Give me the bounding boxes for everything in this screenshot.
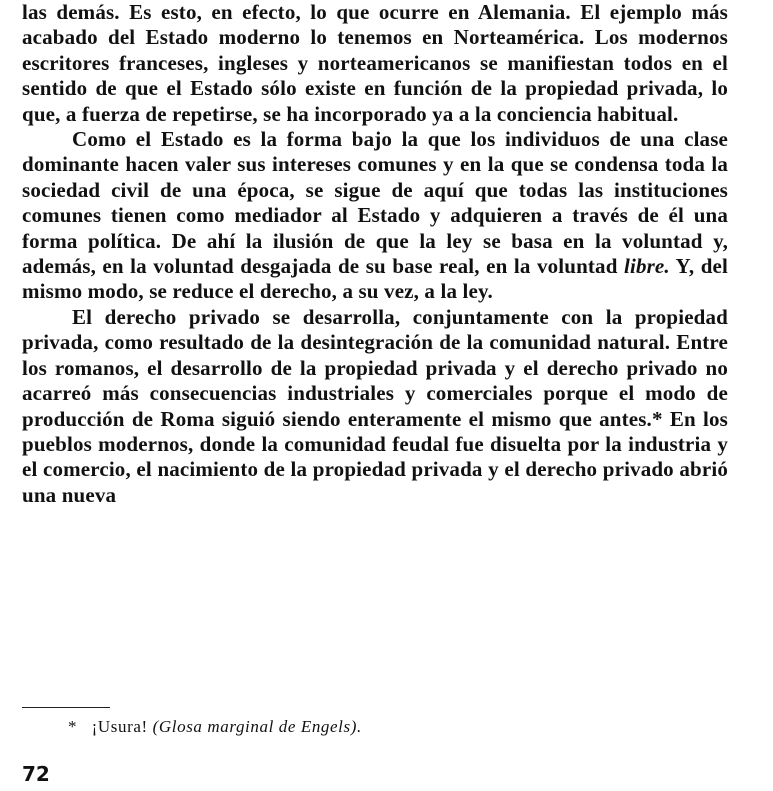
paragraph-2 <box>22 127 728 305</box>
body-text <box>22 0 728 508</box>
paragraph-2-emphasis: libre. <box>623 254 670 279</box>
paragraph-2-text-a: Como el Estado es la forma bajo la que los individuos de una clase dominante hacen valer sus intereses comunes y en la que se condensa toda la sociedad civil de una época, se sigue de aquí que todas las instituciones comunes tienen como mediador al Estado y adquieren a través de él una forma política. De ahí la ilusión de que la ley se basa en la voluntad y, además, en la voluntad desgajada de su base real, en la voluntad <box>22 127 728 279</box>
book-page <box>22 0 728 791</box>
paragraph-1: las demás. Es esto, en efecto, lo que ocurre en Alemania. El ejemplo más acabado del Estado moderno lo tenemos en Norteamérica. Los modernos escritores franceses, ingleses y norteamericanos se manifiestan todos en el sentido de que el Estado sólo existe en función de la propiedad privada, lo que, a fuerza de repetirse, se ha incorporado ya a la conciencia habitual. <box>22 0 728 126</box>
paragraph-3: El derecho privado se desarrolla, conjuntamente con la propiedad privada, como resultado de la desintegración de la comunidad natural. Entre los romanos, el desarrollo de la propiedad privada y el derecho privado no acarreó más consecuencias industriales y comerciales porque el modo de producción de Roma siguió siendo enteramente el mismo que antes.* En los pueblos modernos, donde la comunidad feudal fue disuelta por la industria y el comercio, el nacimiento de la propiedad privada y el derecho privado abrió una nueva <box>22 304 728 507</box>
footnote-marker: * <box>68 717 78 736</box>
page-number: 72 <box>22 762 50 786</box>
footnote-gloss: (Glosa marginal de Engels). <box>152 717 362 736</box>
footnote <box>68 716 362 738</box>
paragraph-2-text-b: Y, del mismo modo, se reduce el derecho, a su vez, a la ley. <box>22 254 729 304</box>
footnote-divider <box>22 707 110 708</box>
footnote-text: ¡Usura! <box>91 717 148 736</box>
